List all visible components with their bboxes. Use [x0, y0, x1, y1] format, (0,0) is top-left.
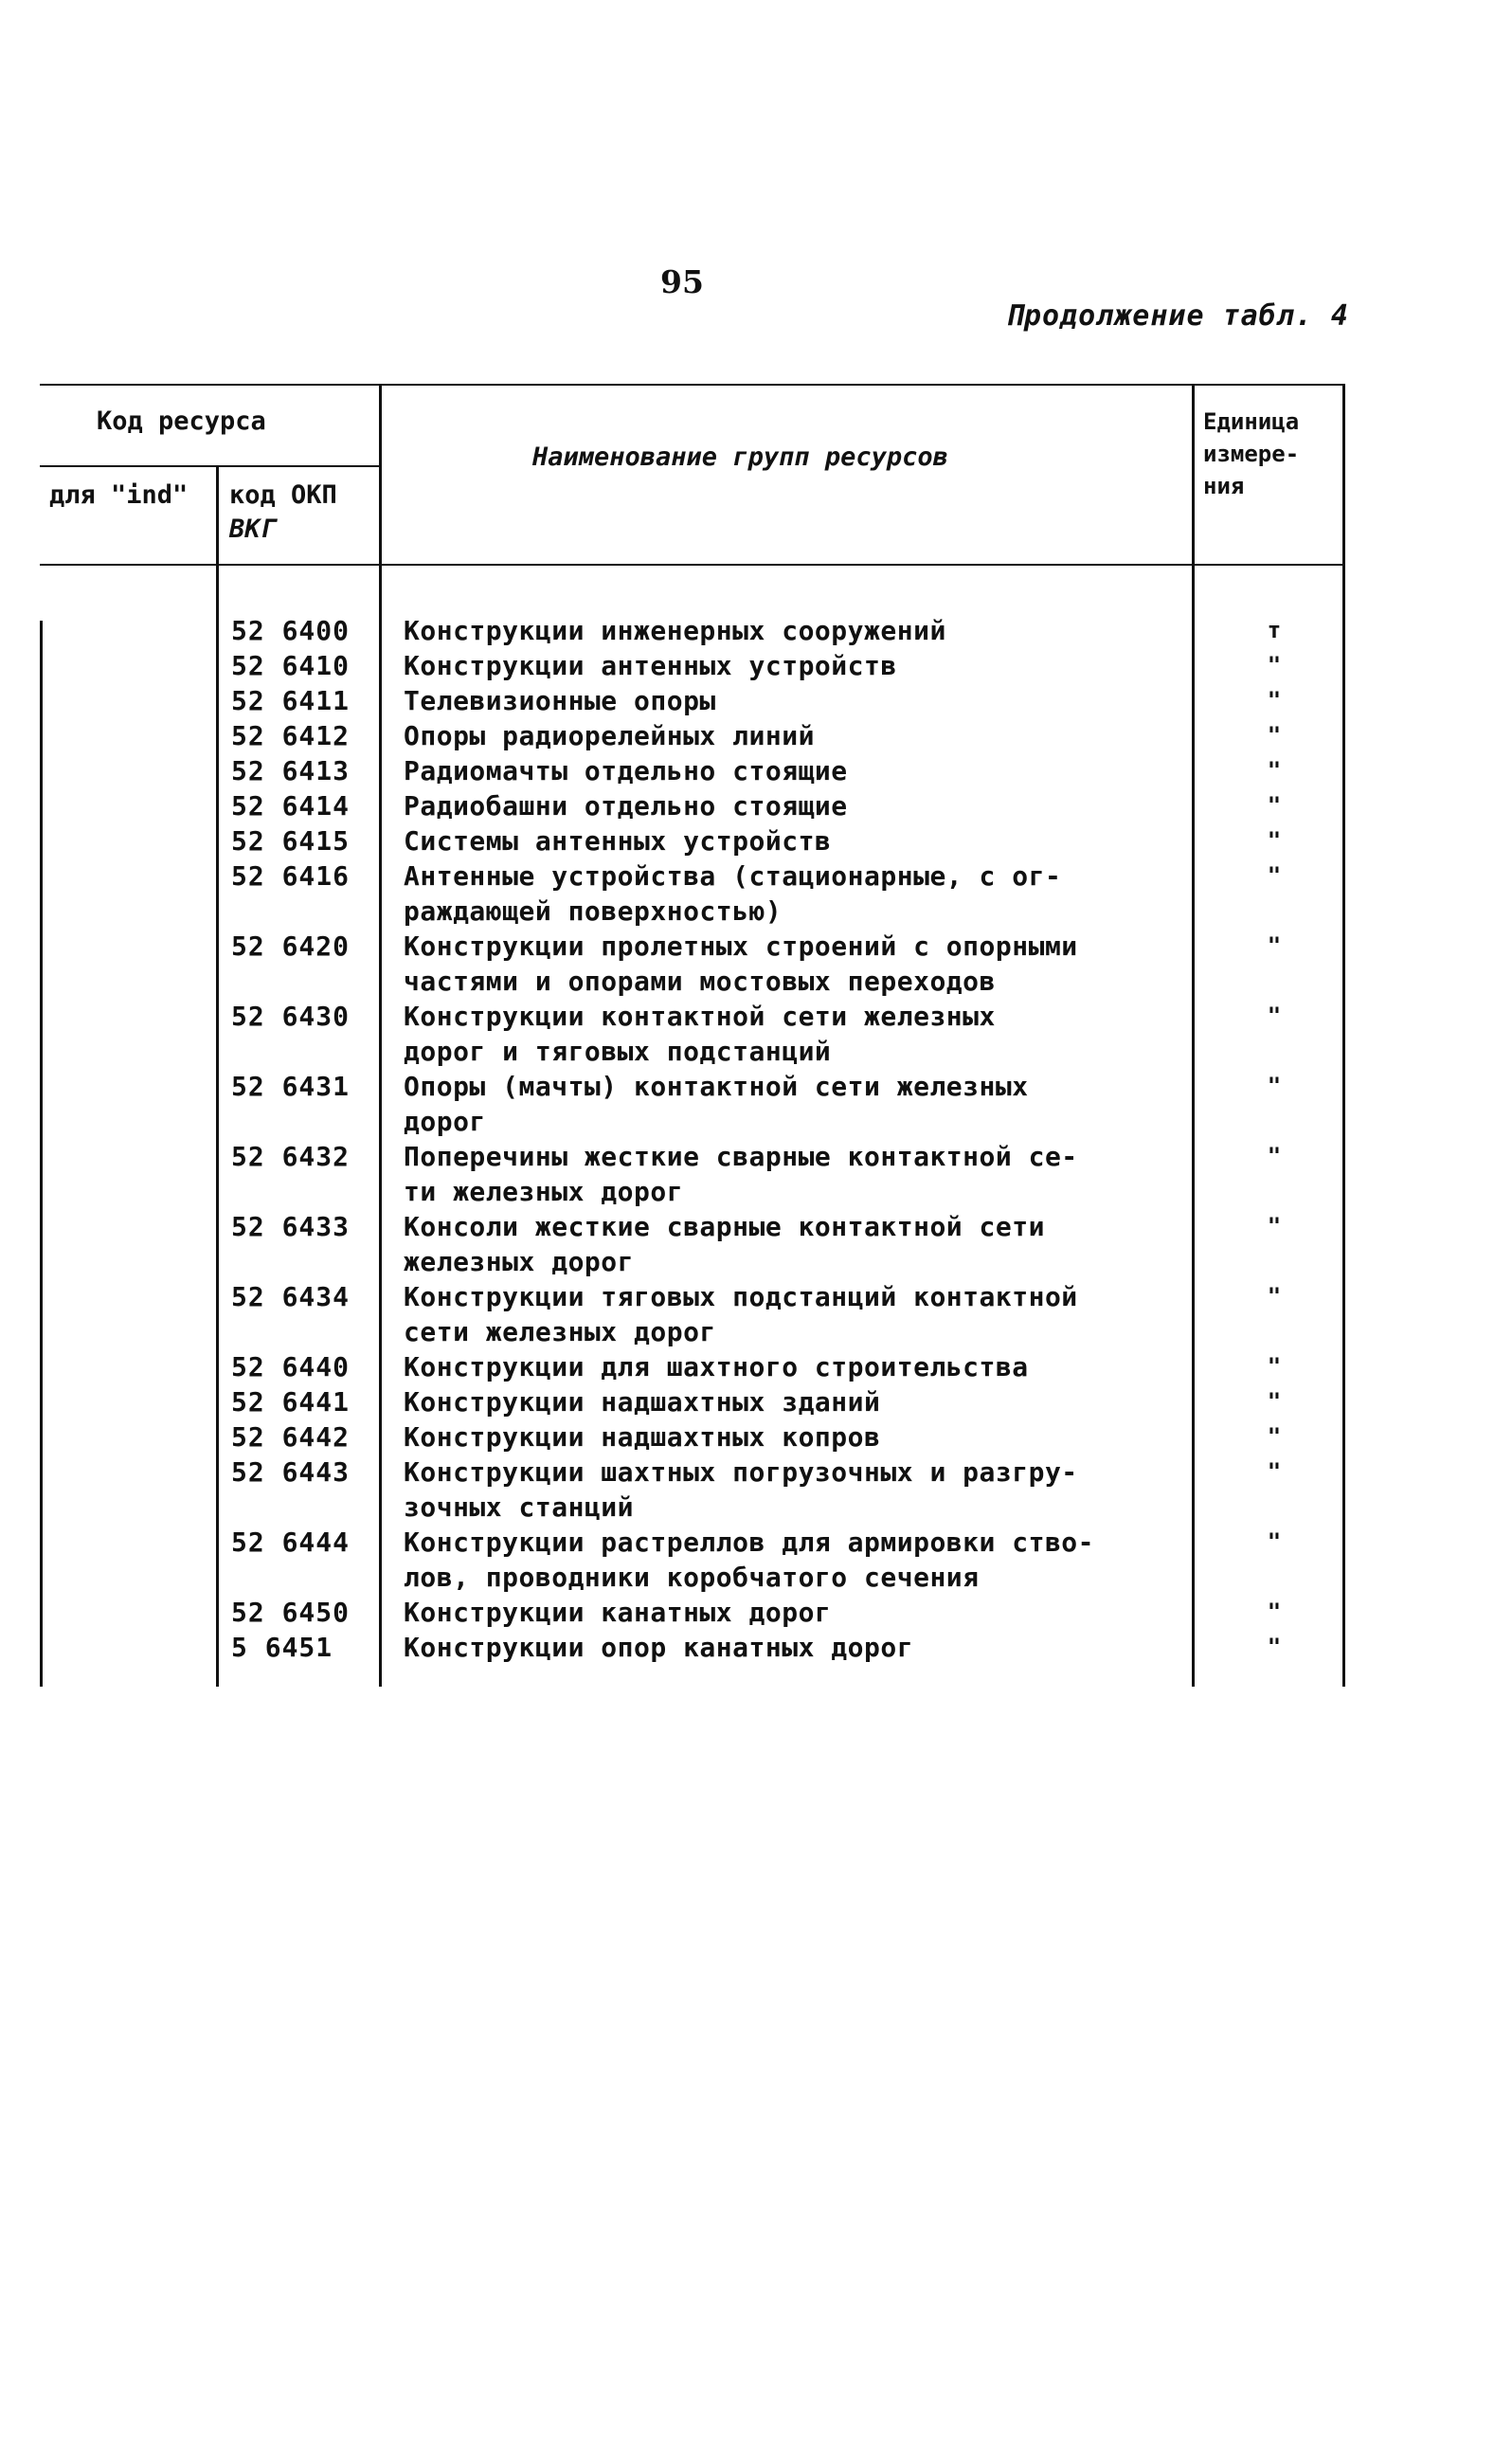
table-row — [40, 858, 1345, 929]
table-row — [40, 788, 1345, 823]
cell-okp-code: 52 6416 — [231, 860, 351, 892]
code-group-rule — [40, 465, 381, 467]
cell-group-name: Конструкции надшахтных зданий — [404, 1386, 881, 1418]
cell-okp-code: 52 6440 — [231, 1351, 351, 1382]
header-group-name: Наименование групп ресурсов — [532, 443, 948, 472]
header-unit-line3: ния — [1203, 473, 1245, 499]
cell-okp-code: 52 6444 — [231, 1527, 351, 1558]
cell-unit: " — [1267, 1634, 1282, 1660]
header-okp-vkg: ВКГ — [229, 515, 276, 544]
cell-unit: " — [1267, 652, 1282, 678]
header-resource-code: Код ресурса — [97, 406, 266, 436]
table-row — [40, 1595, 1345, 1630]
table-row — [40, 1139, 1345, 1209]
cell-okp-code: 52 6433 — [231, 1211, 351, 1242]
cell-okp-code: 52 6414 — [231, 790, 351, 822]
cell-okp-code: 5 6451 — [231, 1632, 333, 1663]
header-bottom-rule — [40, 564, 1345, 566]
cell-unit: " — [1267, 792, 1282, 819]
cell-unit: " — [1267, 1388, 1282, 1415]
cell-okp-code: 52 6411 — [231, 685, 351, 716]
cell-okp-code: 52 6420 — [231, 930, 351, 962]
cell-group-name: Конструкции контактной сети железных дорог и тяговых подстанций — [404, 1001, 996, 1067]
cell-unit: " — [1267, 1353, 1282, 1380]
cell-unit: " — [1267, 827, 1282, 854]
cell-okp-code: 52 6410 — [231, 650, 351, 681]
cell-group-name: Опоры радиорелейных линий — [404, 720, 815, 751]
cell-unit: " — [1267, 1003, 1282, 1029]
table-row — [40, 648, 1345, 683]
cell-okp-code: 52 6442 — [231, 1421, 351, 1453]
table-row — [40, 1384, 1345, 1419]
table-row — [40, 1209, 1345, 1279]
cell-group-name: Конструкции опор канатных дорог — [404, 1632, 914, 1663]
cell-okp-code: 52 6434 — [231, 1281, 351, 1312]
cell-group-name: Телевизионные опоры — [404, 685, 716, 716]
cell-group-name: Конструкции инженерных сооружений — [404, 615, 946, 646]
cell-unit: т — [1267, 617, 1282, 643]
table-row — [40, 999, 1345, 1069]
cell-group-name: Системы антенных устройств — [404, 825, 832, 857]
cell-unit: " — [1267, 1599, 1282, 1625]
cell-okp-code: 52 6412 — [231, 720, 351, 751]
cell-unit: " — [1267, 757, 1282, 784]
cell-group-name: Конструкции пролетных строений с опорными частями и опорами мостовых переходов — [404, 930, 1078, 997]
table-row — [40, 1419, 1345, 1454]
header-ind: для "ind" — [49, 480, 189, 510]
cell-group-name: Конструкции шахтных погрузочных и разгру- зочных станций — [404, 1456, 1078, 1523]
cell-okp-code: 52 6441 — [231, 1386, 351, 1418]
table-row — [40, 718, 1345, 753]
header-unit-line1: Единица — [1203, 408, 1300, 435]
table-row — [40, 1069, 1345, 1139]
table-row — [40, 1349, 1345, 1384]
cell-unit: " — [1267, 1213, 1282, 1239]
table-row — [40, 753, 1345, 788]
cell-okp-code: 52 6400 — [231, 615, 351, 646]
cell-group-name: Радиобашни отдельно стоящие — [404, 790, 848, 822]
cell-unit: " — [1267, 1073, 1282, 1099]
cell-unit: " — [1267, 1528, 1282, 1555]
table-row — [40, 929, 1345, 999]
cell-group-name: Консоли жесткие сварные контактной сети железных дорог — [404, 1211, 1045, 1277]
table-row — [40, 613, 1345, 648]
cell-okp-code: 52 6413 — [231, 755, 351, 786]
cell-group-name: Конструкции антенных устройств — [404, 650, 897, 681]
cell-okp-code: 52 6415 — [231, 825, 351, 857]
table-continuation-label: Продолжение табл. 4 — [1005, 299, 1349, 333]
table-row — [40, 1279, 1345, 1349]
cell-group-name: Радиомачты отдельно стоящие — [404, 755, 848, 786]
table-row — [40, 823, 1345, 858]
cell-group-name: Опоры (мачты) контактной сети железных дорог — [404, 1071, 1029, 1137]
cell-group-name: Антенные устройства (стационарные, с ог- раждающей поверхностью) — [404, 860, 1062, 927]
table-row — [40, 1630, 1345, 1665]
cell-unit: " — [1267, 687, 1282, 714]
header-okp-code: код ОКП — [229, 480, 337, 510]
cell-unit: " — [1267, 1283, 1282, 1310]
cell-okp-code: 52 6450 — [231, 1597, 351, 1628]
resource-table — [40, 384, 1345, 1687]
cell-unit: " — [1267, 932, 1282, 959]
page-number: 95 — [660, 263, 704, 300]
cell-unit: " — [1267, 1143, 1282, 1169]
cell-okp-code: 52 6443 — [231, 1456, 351, 1488]
cell-group-name: Конструкции растреллов для армировки ство- лов, проводники коробчатого сечения — [404, 1527, 1095, 1593]
table-row — [40, 1525, 1345, 1595]
cell-unit: " — [1267, 1458, 1282, 1485]
cell-unit: " — [1267, 1423, 1282, 1450]
header-unit-line2: измере- — [1203, 441, 1300, 467]
cell-okp-code: 52 6431 — [231, 1071, 351, 1102]
cell-group-name: Конструкции надшахтных копров — [404, 1421, 881, 1453]
cell-group-name: Поперечины жесткие сварные контактной се- ти железных дорог — [404, 1141, 1078, 1207]
cell-group-name: Конструкции канатных дорог — [404, 1597, 832, 1628]
cell-okp-code: 52 6430 — [231, 1001, 351, 1032]
table-top-rule — [40, 384, 1345, 386]
cell-okp-code: 52 6432 — [231, 1141, 351, 1172]
cell-group-name: Конструкции для шахтного строительства — [404, 1351, 1029, 1382]
table-row — [40, 683, 1345, 718]
table-body — [40, 613, 1345, 1665]
cell-group-name: Конструкции тяговых подстанций контактной сети железных дорог — [404, 1281, 1078, 1347]
cell-unit: " — [1267, 862, 1282, 889]
cell-unit: " — [1267, 722, 1282, 749]
table-row — [40, 1454, 1345, 1525]
